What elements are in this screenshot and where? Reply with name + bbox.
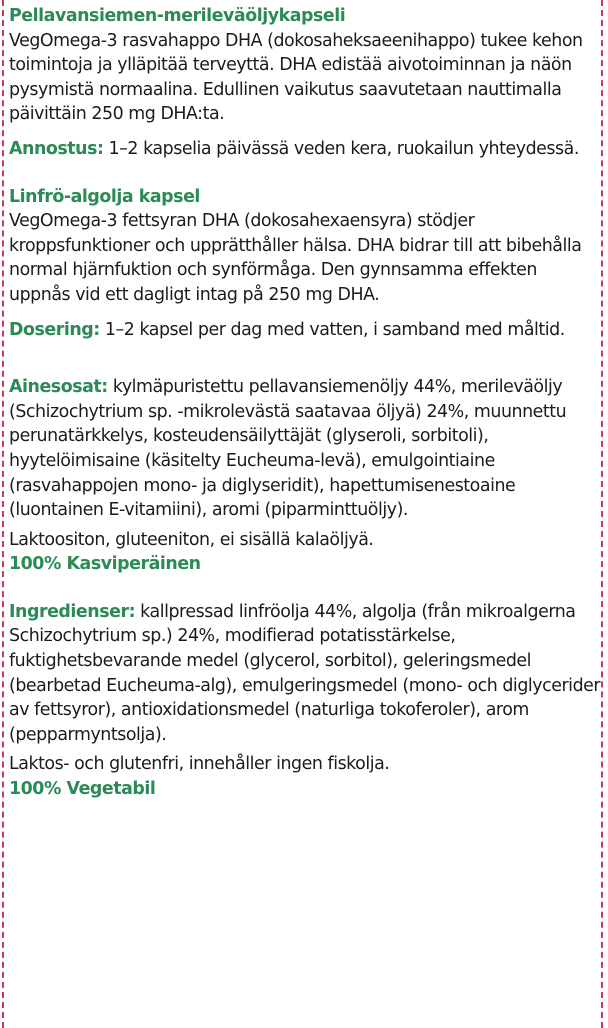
- swedish-title: Linfrö-algolja kapsel: [9, 186, 200, 207]
- swedish-dosage-text: 1–2 kapsel per dag med vatten, i samband med måltid.: [99, 319, 565, 340]
- ingredients-sv-text: kallpressad linfröolja 44%, algolja (från mikroalgerna Schizochytrium sp.) 24%, modifierad potatisstärkelse, fuktighetsbevarande medel (glycerol, sorbitol), geleringsmedel (bearbetad Eucheuma-alg), emulgeringsmedel (mono- och diglycerider av fettsyror), antioxidationsmedel (naturliga tokoferoler), arom (pepparmyntsolja).: [9, 601, 601, 745]
- ingredients-fi: [9, 375, 601, 523]
- ingredients-fi-section: [9, 375, 601, 577]
- ingredients-fi-text: kylmäpuristettu pellavansiemenöljy 44%, merileväöljy (Schizochytrium sp. -mikrolevästä saatavaa öljyä) 24%, muunnettu perunatärkkelys, kosteudensäilyttäjät (glyseroli, sorbitoli), hyytelöimisaine (käsitelty Eucheuma-levä), emulgointiaine (rasvahappojen mono- ja diglyseridit), hapettumisenestoaine (luontainen E-vitamiini), aromi (piparminttuöljy).: [9, 377, 567, 521]
- finnish-intro: VegOmega-3 rasvahappo DHA (dokosaheksaeenihappo) tukee kehon toimintoja ja ylläpitää terveyttä. DHA edistää aivotoiminnan ja näön pysymistä normaalina. Edullinen vaikutus saavutetaan nauttimalla päivittäin 250 mg DHA:ta.: [9, 30, 583, 125]
- cut-line-left: [2, 0, 4, 1028]
- ingredients-sv-label: Ingredienser:: [9, 601, 136, 622]
- cut-line-right: [601, 0, 603, 1028]
- ingredients-sv: [9, 600, 601, 748]
- claim-fi: 100% Kasviperäinen: [9, 554, 201, 575]
- finnish-dosage: [9, 137, 601, 162]
- label-text: [9, 4, 601, 802]
- swedish-dosage-label: Dosering:: [9, 319, 100, 340]
- swedish-intro: VegOmega-3 fettsyran DHA (dokosahexaensyra) stödjer kroppsfunktioner och upprätthåller hälsa. DHA bidrar till att bibehålla normal hjärnfuktion och synförmåga. Den gynnsamma effekten uppnås vid ett dagligt intag på 250 mg DHA.: [9, 211, 582, 305]
- ingredients-sv-section: [9, 600, 601, 802]
- ingredients-fi-label: Ainesosat:: [9, 377, 108, 398]
- finnish-title: Pellavansiemen-merileväöljykapseli: [9, 6, 346, 26]
- finnish-section: [9, 4, 601, 162]
- swedish-dosage: [9, 318, 601, 343]
- finnish-dosage-label: Annostus:: [9, 138, 104, 159]
- free-from-fi: Laktoositon, gluteeniton, ei sisällä kalaöljyä.: [9, 529, 374, 550]
- finnish-dosage-text: 1–2 kapselia päivässä veden kera, ruokailun yhteydessä.: [103, 138, 579, 159]
- swedish-section: [9, 185, 601, 343]
- claim-sv: 100% Vegetabil: [9, 779, 156, 800]
- free-from-sv: Laktos- och glutenfri, innehåller ingen fiskolja.: [9, 754, 390, 775]
